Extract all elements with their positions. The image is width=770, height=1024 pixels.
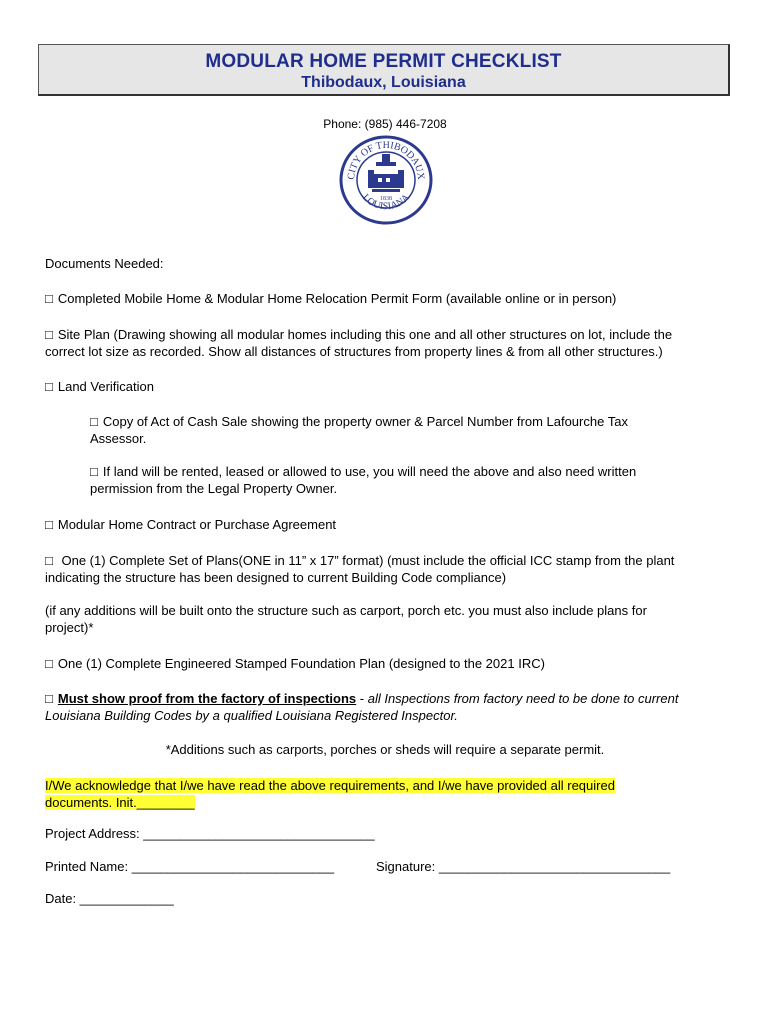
seal-year: 1838 xyxy=(380,196,392,202)
checklist-item-site-plan: □ Site Plan (Drawing showing all modular homes including this one and all other structures on lot, include the correct lot size as recorded. Show all distances of structures from property lines & from all other structures.) xyxy=(45,327,673,359)
page-subtitle: Thibodaux, Louisiana xyxy=(301,74,466,91)
checklist-item-factory-proof: □ Must show proof from the factory of inspections - all Inspections from factory need to be done to current Louisiana Building Codes by a qualified Louisiana Registered Inspector. xyxy=(45,691,679,723)
checklist-subitem-rented-land: □ If land will be rented, leased or allowed to use, you will need the above and also need written permission from the Legal Property Owner. xyxy=(90,464,637,496)
checklist-subitem-act-of-sale: □ Copy of Act of Cash Sale showing the property owner & Parcel Number from Lafourche Tax Assessor. xyxy=(90,414,628,446)
city-seal-logo xyxy=(338,134,434,226)
seal-text-top: CITY OF THIBODAUX xyxy=(345,139,427,181)
checkbox-icon[interactable]: □ xyxy=(90,414,98,429)
checkbox-icon[interactable]: □ xyxy=(45,691,53,706)
checkbox-icon[interactable]: □ xyxy=(45,656,53,671)
phone-number: Phone: (985) 446-7208 xyxy=(323,117,447,131)
initials-field[interactable]: documents. Init.________ xyxy=(45,795,195,810)
seal-building-icon xyxy=(368,154,404,192)
checklist-item-plans: □ One (1) Complete Set of Plans(ONE in 11” x 17” format) (must include the official ICC stamp from the plant indicating the structure has been designed to current Building Code compliance) xyxy=(45,553,675,585)
checklist-item-contract: □ Modular Home Contract or Purchase Agreement xyxy=(45,517,337,532)
project-address-field[interactable]: Project Address: ________________________________ xyxy=(45,826,375,841)
separate-permit-note: *Additions such as carports, porches or sheds will require a separate permit. xyxy=(165,742,605,757)
documents-heading: Documents Needed: xyxy=(45,256,164,271)
checklist-item-permit-form: □ Completed Mobile Home & Modular Home Relocation Permit Form (available online or in person) xyxy=(45,291,617,306)
date-field[interactable]: Date: _____________ xyxy=(45,891,174,906)
signature-field[interactable]: Signature: ________________________________ xyxy=(376,859,671,874)
checkbox-icon[interactable]: □ xyxy=(45,553,53,568)
additions-plans-note: (if any additions will be built onto the structure such as carport, porch etc. you must also include plans for project)* xyxy=(45,603,647,635)
checkbox-icon[interactable]: □ xyxy=(45,517,53,532)
checkbox-icon[interactable]: □ xyxy=(45,327,53,342)
checklist-item-foundation: □ One (1) Complete Engineered Stamped Foundation Plan (designed to the 2021 IRC) xyxy=(45,656,545,671)
printed-name-field[interactable]: Printed Name: ____________________________ xyxy=(45,859,335,874)
checklist-item-land-verification: □ Land Verification xyxy=(45,379,154,394)
page-title: MODULAR HOME PERMIT CHECKLIST xyxy=(205,51,562,72)
checkbox-icon[interactable]: □ xyxy=(90,464,98,479)
checkbox-icon[interactable]: □ xyxy=(45,291,53,306)
checkbox-icon[interactable]: □ xyxy=(45,379,53,394)
seal-text-bottom: LOUISIANA xyxy=(359,192,413,213)
acknowledgement: I/We acknowledge that I/we have read the above requirements, and I/we have provided all required documents. Init.________ xyxy=(45,778,615,810)
title-box xyxy=(38,44,730,96)
